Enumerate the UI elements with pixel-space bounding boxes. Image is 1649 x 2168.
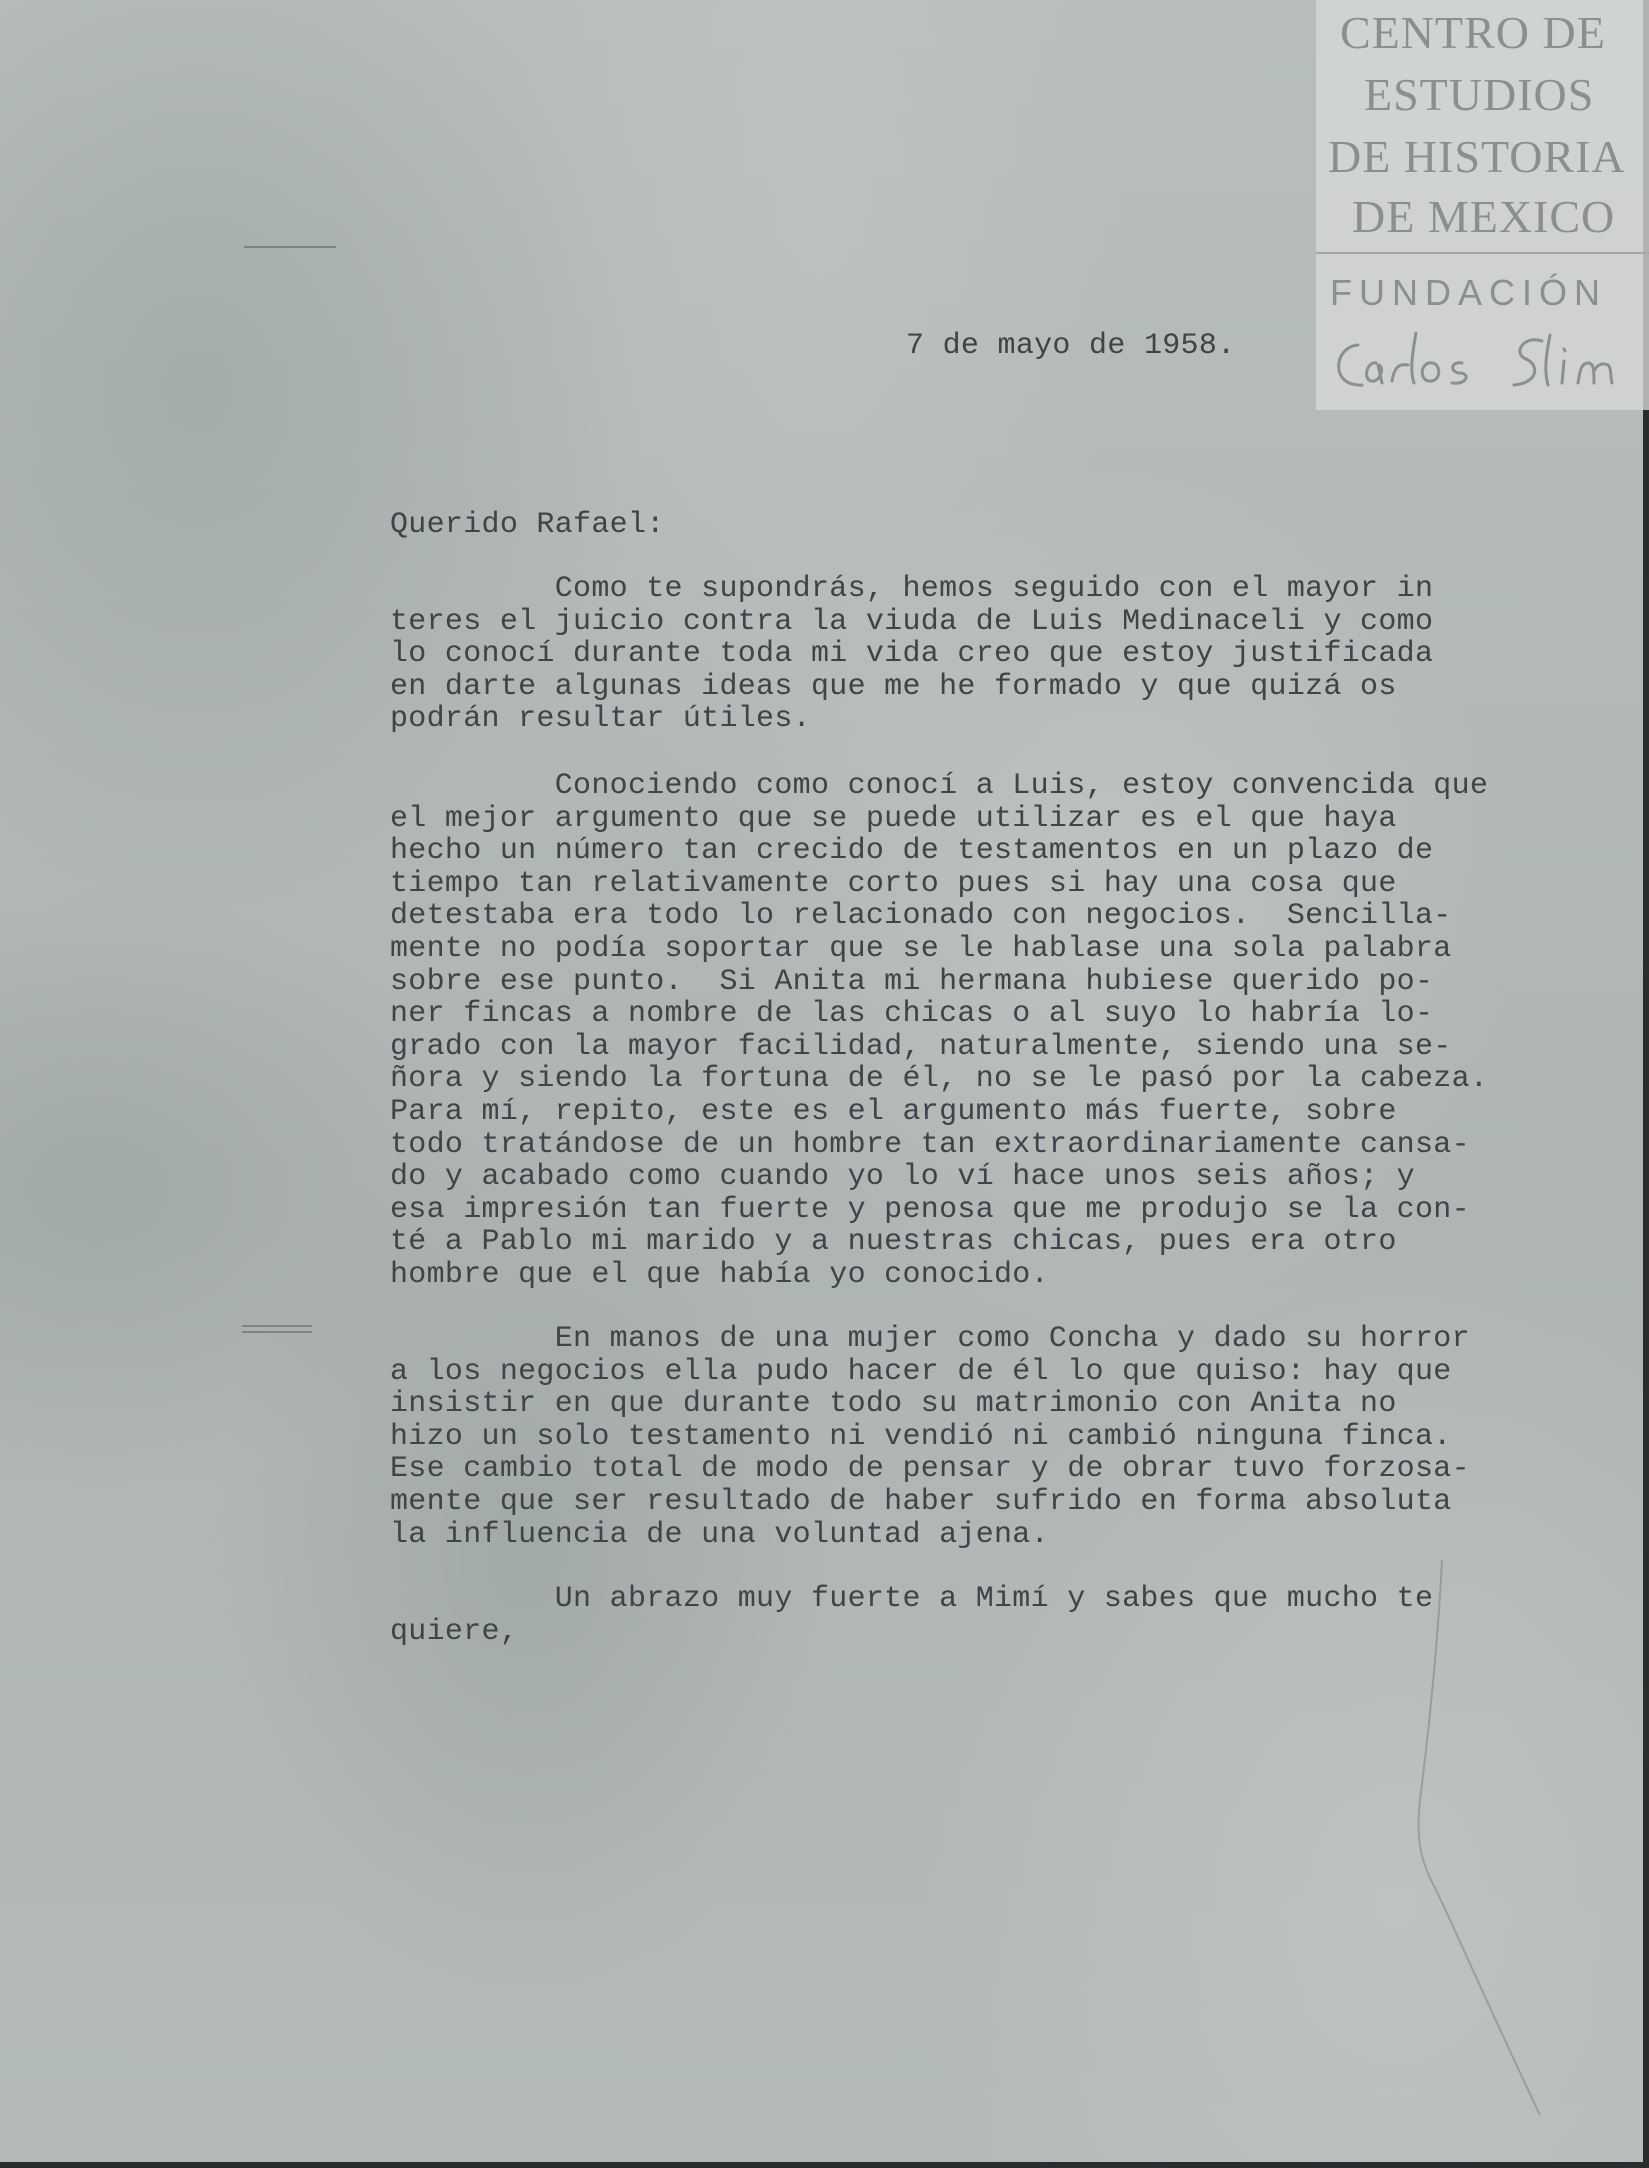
paragraph-line: quiere, (390, 1614, 519, 1649)
paragraph-line: mente que ser resultado de haber sufrido en forma absoluta (390, 1484, 1452, 1519)
paragraph-line: todo tratándose de un hombre tan extraordinariamente cansa- (390, 1127, 1470, 1162)
paragraph-line: mente no podía soportar que se le hablase una sola palabra (390, 931, 1452, 966)
paragraph-1 (390, 573, 1433, 736)
paragraph-line: Conociendo como conocí a Luis, estoy convencida que (390, 769, 1489, 803)
paragraph-line: detestaba era todo lo relacionado con negocios. Sencilla- (390, 899, 1452, 934)
stamp-line-2: ESTUDIOS (1364, 69, 1595, 120)
paragraph-line: Como te supondrás, hemos seguido con el mayor in (390, 572, 1434, 606)
paragraph-line: hombre que el que había yo conocido. (390, 1257, 1049, 1292)
paragraph-line: En manos de una mujer como Concha y dado su horror (390, 1322, 1470, 1356)
stamp-line-1: CENTRO DE (1340, 7, 1606, 58)
paragraph-line: Para mí, repito, este es el argumento más fuerte, sobre (390, 1094, 1397, 1129)
faint-pencil-mark (1390, 1560, 1550, 2120)
paragraph-line: té a Pablo mi marido y a nuestras chicas, pues era otro (390, 1225, 1397, 1260)
paragraph-line: en darte algunas ideas que me he formado y que quizá os (390, 669, 1397, 704)
paragraph-line: tiempo tan relativamente corto pues si hay una cosa que (390, 866, 1397, 901)
paragraph-line: grado con la mayor facilidad, naturalmente, siendo una se- (390, 1029, 1452, 1064)
stamp-fundacion: FUNDACIÓN (1330, 272, 1607, 313)
paragraph-line: ñora y siendo la fortuna de él, no se le pasó por la cabeza. (390, 1062, 1489, 1097)
paragraph-line: ner fincas a nombre de las chicas o al suyo lo habría lo- (390, 997, 1434, 1032)
letter-date: 7 de mayo de 1958. (906, 329, 1236, 363)
paragraph-line: Ese cambio total de modo de pensar y de obrar tuvo forzosa- (390, 1452, 1470, 1487)
stamp-signature-icon (1328, 325, 1644, 405)
stamp-line-4: DE MEXICO (1352, 191, 1616, 242)
margin-mark-top (244, 246, 336, 248)
paragraph-line: hizo un solo testamento ni vendió ni cambió ninguna finca. (390, 1419, 1452, 1454)
paragraph-line: hecho un número tan crecido de testamentos en un plazo de (390, 834, 1434, 869)
letter-greeting: Querido Rafael: (390, 508, 665, 542)
paragraph-line: la influencia de una voluntad ajena. (390, 1517, 1049, 1552)
margin-mark-middle (242, 1325, 312, 1327)
stamp-line-3: DE HISTORIA (1328, 131, 1626, 182)
paragraph-line: podrán resultar útiles. (390, 702, 811, 737)
paragraph-line: esa impresión tan fuerte y penosa que me produjo se la con- (390, 1192, 1470, 1227)
paragraph-2 (390, 770, 1488, 1292)
paragraph-line: sobre ese punto. Si Anita mi hermana hubiese querido po- (390, 964, 1434, 999)
paragraph-line: teres el juicio contra la viuda de Luis Medinaceli y como (390, 604, 1434, 639)
paragraph-closing (390, 1583, 1433, 1648)
paragraph-line: lo conocí durante toda mi vida creo que estoy justificada (390, 637, 1434, 672)
paragraph-line: do y acabado como cuando yo lo ví hace unos seis años; y (390, 1160, 1415, 1195)
stamp-divider (1316, 252, 1649, 254)
paragraph-line: Un abrazo muy fuerte a Mimí y sabes que mucho te (390, 1582, 1434, 1616)
paragraph-line: insistir en que durante todo su matrimonio con Anita no (390, 1387, 1397, 1422)
paragraph-3 (390, 1323, 1470, 1551)
paragraph-line: el mejor argumento que se puede utilizar es el que haya (390, 801, 1397, 836)
margin-mark-middle-2 (242, 1331, 312, 1333)
paragraph-line: a los negocios ella pudo hacer de él lo que quiso: hay que (390, 1354, 1452, 1389)
